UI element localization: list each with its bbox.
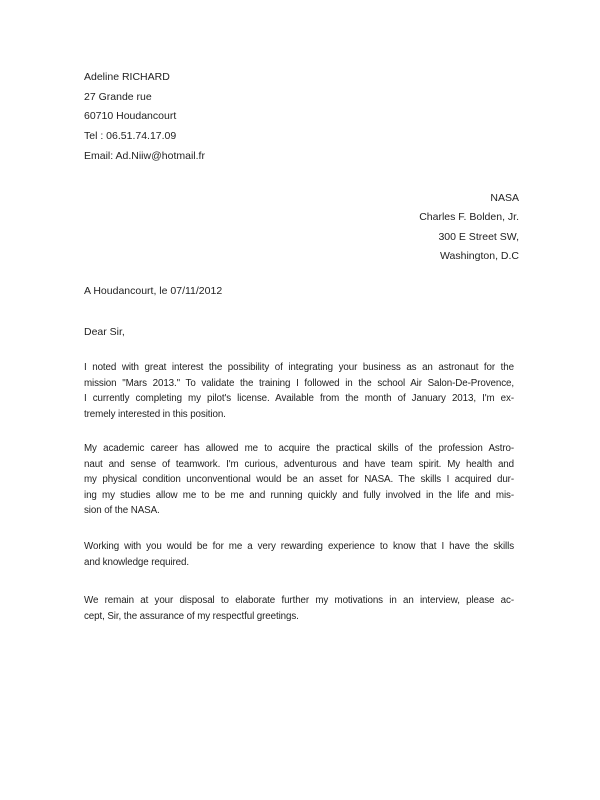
paragraph-line: sion of the NASA. [84, 505, 160, 517]
sender-postal-city: 60710 Houdancourt [84, 110, 177, 123]
paragraph-line: I noted with great interest the possibility of integrating your business as an astronaut for the [84, 362, 514, 373]
paragraph-line: tremely interested in this position. [84, 408, 226, 420]
recipient-address-block [419, 189, 519, 266]
paragraph-line: my physical condition unconventional would be an asset for NASA. The skills I acquired dur- [84, 474, 514, 486]
salutation: Dear Sir, [84, 326, 125, 338]
paragraph-line: and knowledge required. [84, 556, 189, 568]
paragraph-motivation [84, 539, 514, 570]
paragraph-line: I currently completing my pilot's license. Available from the month of January 2013, I'm ex- [84, 393, 514, 405]
recipient-organization: NASA [490, 192, 519, 204]
dateline: A Houdancourt, le 07/11/2012 [84, 285, 223, 297]
paragraph-line: mission "Mars 2013." To validate the training I followed in the school Air Salon-De-Provence, [84, 377, 514, 389]
paragraph-line: We remain at your disposal to elaborate further my motivations in an interview, please ac- [84, 595, 514, 606]
sender-address-block [84, 68, 205, 167]
paragraph-line: Working with you would be for me a very rewarding experience to know that I have the skills [84, 541, 514, 552]
sender-email: Email: Ad.Niiw@hotmail.fr [84, 149, 205, 162]
paragraph-line: naut and sense of teamwork. I'm curious, adventurous and have team spirit. My health and [84, 458, 514, 470]
recipient-street: 300 E Street SW, [438, 230, 519, 243]
paragraph-line: My academic career has allowed me to acquire the practical skills of the profession Astro- [84, 443, 514, 454]
recipient-city: Washington, D.C [440, 249, 519, 262]
sender-phone: Tel : 06.51.74.17.09 [84, 130, 177, 143]
paragraph-line: ing my studies allow me to be me and running quickly and fully involved in the life and mis- [84, 489, 514, 501]
paragraph-skills [84, 441, 514, 519]
paragraph-closing [84, 593, 514, 624]
sender-street: 27 Grande rue [84, 90, 152, 103]
paragraph-line: cept, Sir, the assurance of my respectful greetings. [84, 610, 299, 622]
recipient-name: Charles F. Bolden, Jr. [419, 211, 519, 224]
paragraph-introduction [84, 360, 514, 422]
sender-name: Adeline RICHARD [84, 71, 170, 83]
